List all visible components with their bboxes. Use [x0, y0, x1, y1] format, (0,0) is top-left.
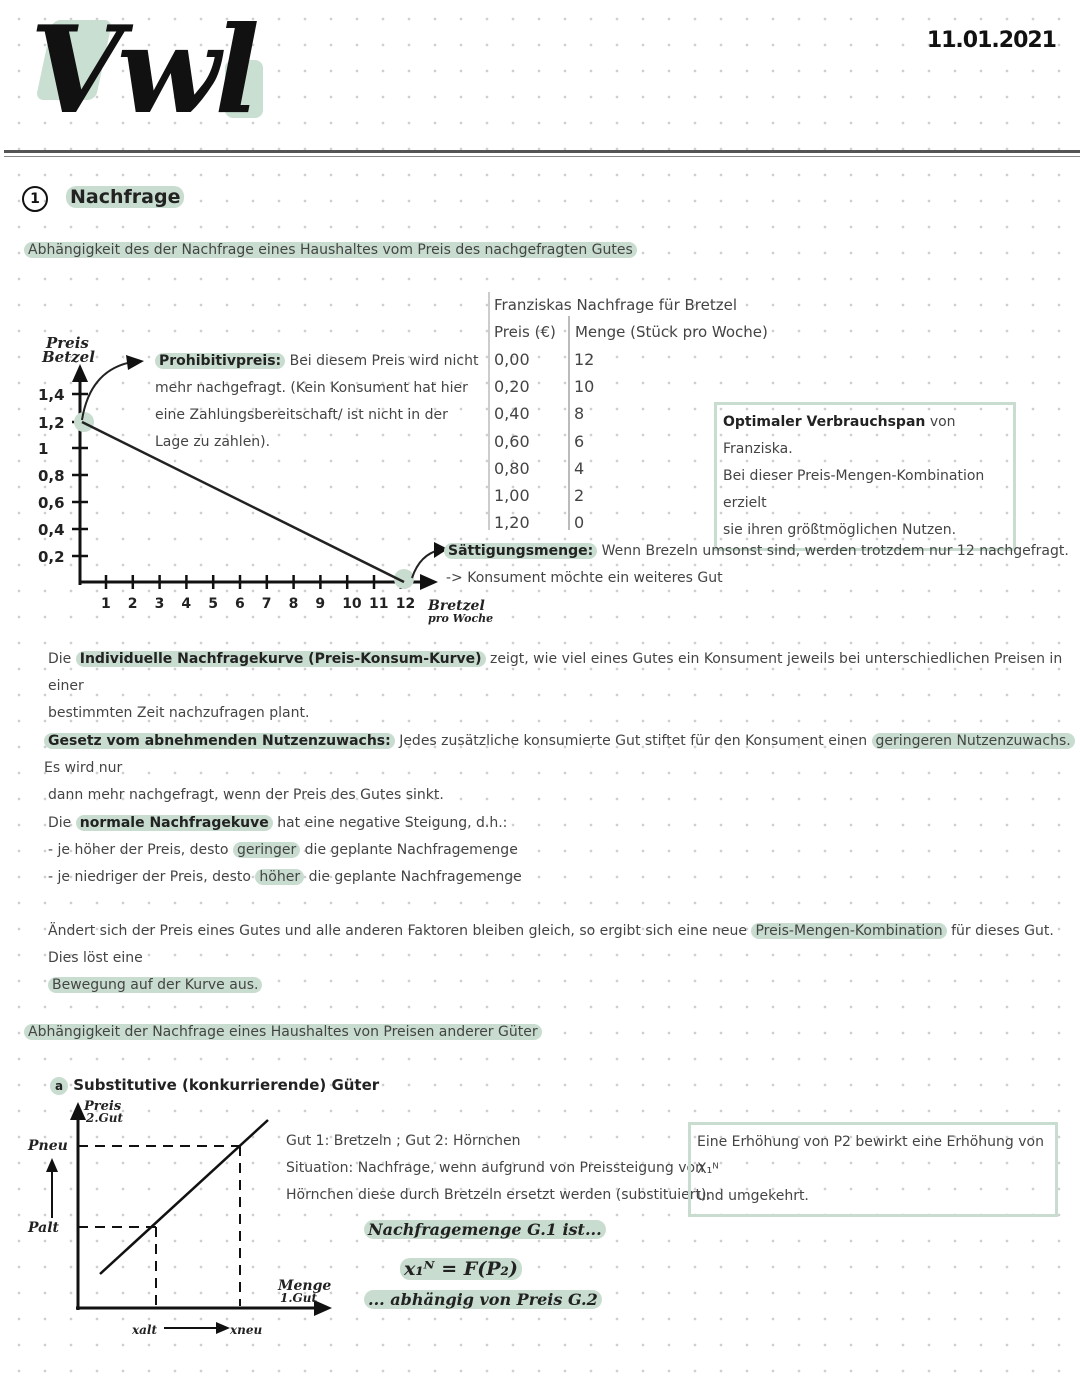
arrow-head — [126, 355, 144, 370]
section-heading: Nachfrage — [66, 186, 184, 208]
paragraph-normale-kurve: Die normale Nachfragekuve hat eine negative Steigung, d.h.: - je höher der Preis, desto geringer die geplante Nachfragemenge - je niedriger der Preis, desto höher die geplante Nachfragemenge — [48, 815, 522, 885]
formula-line-3: ... abhängig von Preis G.2 — [364, 1290, 602, 1309]
y-tick-label: 0,6 — [38, 494, 65, 512]
quantity-column: 12 10 8 6 4 2 0 — [574, 350, 595, 533]
optimal-consumption-box: Optimaler Verbrauchspan von Franziska. Bei dieser Preis-Mengen-Kombination erzielt sie ihren größtmöglichen Nutzen. — [714, 402, 1016, 551]
x-tick-label: 2 — [127, 596, 138, 612]
paragraph-nachfragekurve: Die Individuelle Nachfragekurve (Preis-Konsum-Kurve) zeigt, wie viel eines Gutes ein Konsument jeweils bei unterschiedlichen Preisen in einer bestimmten Zeit nachzufragen plant. — [48, 651, 1063, 721]
substitutive-heading: a Substitutive (konkurrierende) Güter — [50, 1076, 379, 1095]
x-axis-arrow — [420, 574, 438, 590]
formula-line-1: Nachfragemenge G.1 ist... — [364, 1220, 606, 1239]
y-axis-arrow — [72, 364, 88, 382]
x-tick-label: 1 — [101, 596, 111, 612]
x-tick-label: 10 — [342, 596, 362, 612]
date: 11.01.2021 — [926, 28, 1056, 53]
x-neu-label: xneu — [230, 1323, 263, 1337]
subheading: Abhängigkeit des der Nachfrage eines Haushaltes vom Preis des nachgefragten Gutes — [24, 242, 637, 258]
y-tick-label: 1 — [38, 440, 49, 458]
x-axis-label: pro Woche — [428, 612, 494, 625]
substitutive-description: Gut 1: Bretzeln ; Gut 2: Hörnchen Situation: Nachfrage, wenn aufgrund von Preissteigung von Hörnchen diese durch Bretzeln ersetzt werden (substituiert). — [286, 1133, 711, 1203]
price-column: 0,00 0,20 0,40 0,60 0,80 1,00 1,20 — [494, 350, 530, 533]
y-tick-label: 1,2 — [38, 414, 65, 432]
x-tick-label: 5 — [208, 596, 218, 612]
substitutive-effect-box: Eine Erhöhung von P2 bewirkt eine Erhöhung von X₁ᴺ und umgekehrt. — [688, 1122, 1058, 1217]
prohibitiv-note: Prohibitivpreis: Bei diesem Preis wird nicht mehr nachgefragt. (Kein Konsument hat hier eine Zahlungsbereitschaft/ ist nicht in der Lage zu zahlen). — [155, 353, 479, 450]
arrow-head — [216, 1322, 230, 1334]
x-tick-label: 7 — [261, 596, 272, 612]
arrow-prohibitiv — [82, 362, 132, 420]
saettigung-note: Sättigungsmenge: Wenn Brezeln umsonst sind, werden trotzdem nur 12 nachgefragt. -> Konsument möchte ein weiteres Gut — [446, 543, 1069, 586]
subheading: Abhängigkeit der Nachfrage eines Haushaltes von Preisen anderer Güter — [24, 1024, 542, 1040]
x-tick-label: 8 — [288, 596, 299, 612]
y-tick-label: 0,4 — [38, 521, 65, 539]
paragraph-gesetz: Gesetz vom abnehmenden Nutzenzuwachs: Jedes zusätzliche konsumierte Gut stiftet für den Konsument einen geringeren Nutzenzuwachs. Es wird nur dann mehr nachgefragt, wenn der Preis des Gutes sinkt. — [44, 728, 1080, 809]
table-divider — [568, 316, 570, 530]
divider — [4, 156, 1080, 157]
x-axis-label: Bretzel — [428, 598, 485, 614]
y-axis-label: 2.Gut — [86, 1111, 124, 1125]
y-axis-label: Preis — [84, 1099, 122, 1114]
p-alt-label: Palt — [28, 1220, 60, 1236]
x-tick-label: 12 — [395, 596, 416, 612]
x-axis-label: Menge — [278, 1278, 332, 1294]
x-tick-label: 11 — [369, 596, 389, 612]
x-tick-label: 6 — [235, 596, 245, 612]
formula-line-2: x₁ᴺ = F(P₂) — [400, 1258, 522, 1280]
divider — [4, 150, 1080, 153]
y-tick-label: 0,2 — [38, 548, 65, 566]
paragraph-bewegung: Ändert sich der Preis eines Gutes und alle anderen Faktoren bleiben gleich, so ergibt sich eine neue Preis-Mengen-Kombination für dieses Gut. Dies löst eine Bewegung auf der Kurve aus. — [48, 923, 1054, 993]
table-divider — [488, 292, 490, 530]
y-tick-label: 0,8 — [38, 467, 65, 485]
page-title: Vwl — [30, 0, 254, 141]
y-axis-label: Preis — [46, 334, 89, 352]
p-neu-label: Pneu — [28, 1138, 68, 1154]
demand-table-title: Franziskas Nachfrage für Bretzel Preis (€) Menge (Stück pro Woche) — [494, 296, 768, 342]
x-tick-label: 9 — [315, 596, 326, 612]
substitute-line — [100, 1120, 268, 1274]
x-tick-label: 3 — [154, 596, 165, 612]
y-tick-label: 1,4 — [38, 386, 65, 404]
arrow-head — [46, 1158, 58, 1172]
section-number: 1 — [22, 186, 48, 212]
x-tick-label: 4 — [181, 596, 192, 612]
x-alt-label: xalt — [132, 1323, 158, 1337]
x-axis-label: 1.Gut — [280, 1291, 318, 1305]
y-axis-label: Betzel — [42, 348, 95, 366]
